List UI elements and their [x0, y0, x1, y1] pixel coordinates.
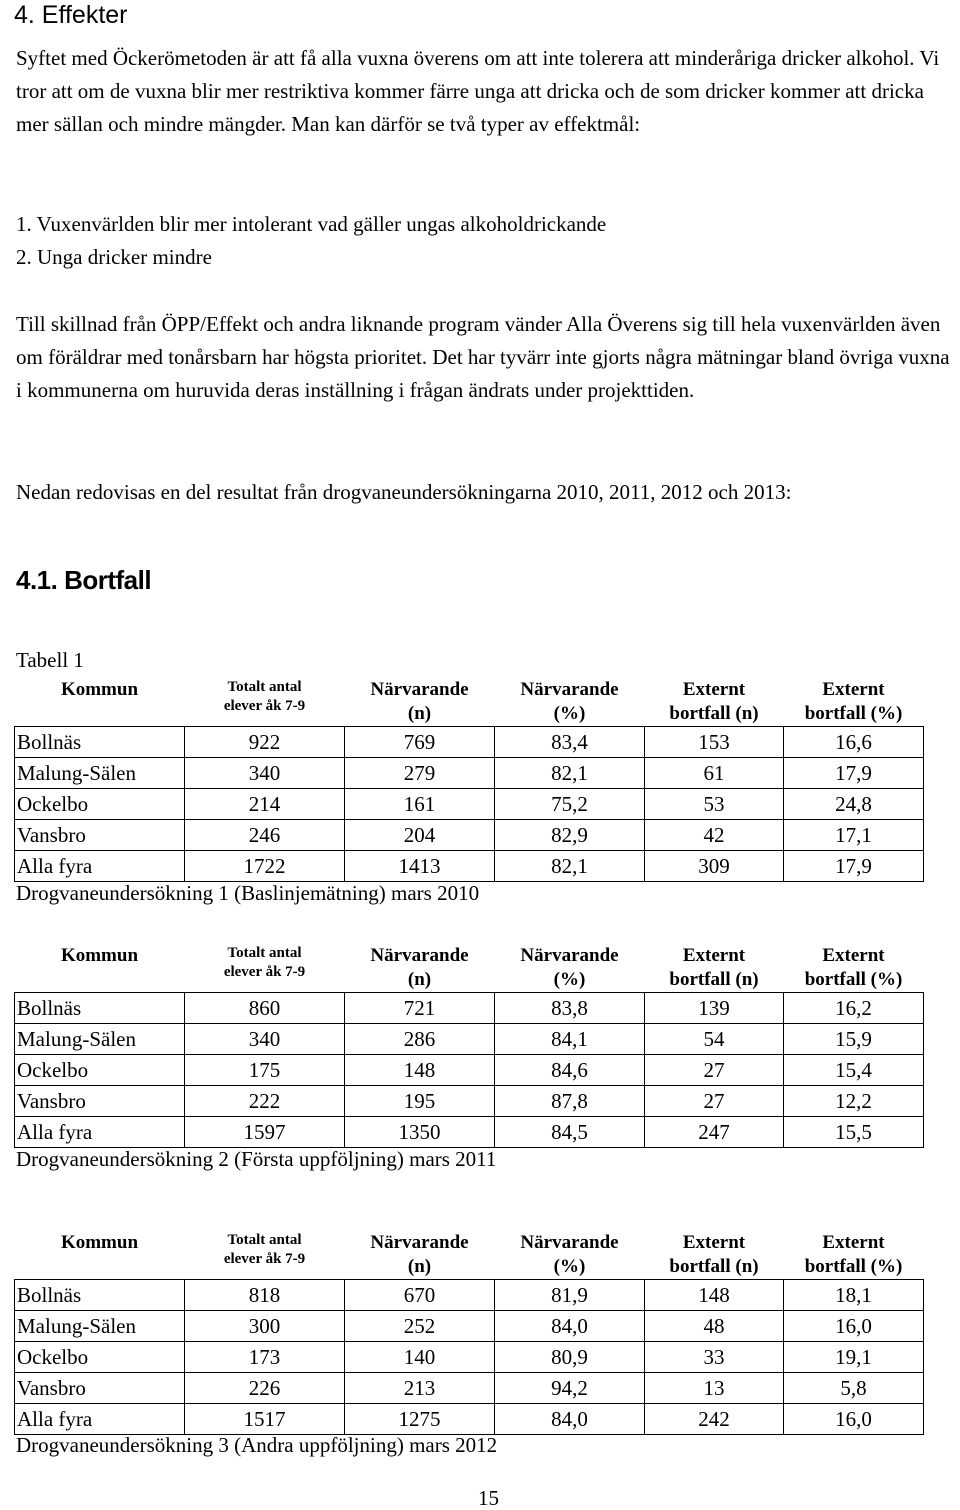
- cell-externt-n: 27: [645, 1086, 784, 1117]
- cell-narvarande-n: 286: [345, 1024, 495, 1055]
- cell-totalt: 860: [185, 993, 345, 1024]
- cell-externt-pct: 18,1: [784, 1280, 924, 1311]
- header-narvarande-pct: Närvarande (%): [520, 679, 619, 724]
- table-row: [15, 1024, 924, 1055]
- cell-narvarande-pct: 82,1: [495, 851, 645, 882]
- cell-kommun: Ockelbo: [15, 1055, 185, 1086]
- cell-externt-pct: 24,8: [784, 789, 924, 820]
- dropout-table-2011: [14, 942, 924, 1148]
- table-row: [15, 1280, 924, 1311]
- table-row: [15, 993, 924, 1024]
- cell-externt-pct: 16,0: [784, 1311, 924, 1342]
- cell-externt-pct: 15,4: [784, 1055, 924, 1086]
- table-row: [15, 851, 924, 882]
- table-row: [15, 789, 924, 820]
- header-kommun: Kommun: [60, 945, 139, 966]
- cell-totalt: 222: [185, 1086, 345, 1117]
- cell-kommun: Alla fyra: [15, 1117, 185, 1148]
- cell-totalt: 226: [185, 1373, 345, 1404]
- cell-totalt: 1597: [185, 1117, 345, 1148]
- cell-externt-pct: 17,9: [784, 851, 924, 882]
- cell-externt-n: 148: [645, 1280, 784, 1311]
- cell-narvarande-n: 1350: [345, 1117, 495, 1148]
- cell-totalt: 300: [185, 1311, 345, 1342]
- header-externt-n: Externt bortfall (n): [669, 679, 759, 724]
- table-row: [15, 1373, 924, 1404]
- cell-externt-pct: 16,6: [784, 727, 924, 758]
- intro-paragraph: Syftet med Öckerömetoden är att få alla vuxna överens om att inte tolerera att minderåriga dricker alkohol. Vi tror att om de vuxna blir mer restriktiva kommer färre unga att dricka och de som dricker kommer att dricka mer sällan och mindre mängder. Man kan därför se två typer av effektmål:: [16, 46, 940, 136]
- cell-narvarande-pct: 87,8: [495, 1086, 645, 1117]
- cell-totalt: 175: [185, 1055, 345, 1086]
- cell-kommun: Malung-Sälen: [15, 1311, 185, 1342]
- cell-narvarande-n: 769: [345, 727, 495, 758]
- cell-narvarande-n: 721: [345, 993, 495, 1024]
- goal-list: [16, 208, 606, 274]
- cell-kommun: Alla fyra: [15, 851, 185, 882]
- table-label: Tabell 1: [16, 648, 84, 672]
- cell-narvarande-n: 279: [345, 758, 495, 789]
- cell-externt-n: 153: [645, 727, 784, 758]
- cell-narvarande-pct: 80,9: [495, 1342, 645, 1373]
- cell-narvarande-pct: 84,5: [495, 1117, 645, 1148]
- goal-item-2: 2. Unga dricker mindre: [16, 245, 212, 269]
- header-totalt: Totalt antal elever åk 7-9: [223, 679, 306, 714]
- subsection-heading: 4.1. Bortfall: [16, 565, 152, 595]
- header-externt-pct: Externt bortfall (%): [804, 679, 903, 724]
- cell-narvarande-n: 213: [345, 1373, 495, 1404]
- cell-narvarande-pct: 84,0: [495, 1311, 645, 1342]
- cell-kommun: Vansbro: [15, 820, 185, 851]
- cell-totalt: 1517: [185, 1404, 345, 1435]
- header-narvarande-pct: Närvarande (%): [520, 1232, 619, 1277]
- header-externt-n: Externt bortfall (n): [669, 945, 759, 990]
- cell-externt-n: 48: [645, 1311, 784, 1342]
- cell-externt-n: 33: [645, 1342, 784, 1373]
- cell-narvarande-pct: 84,1: [495, 1024, 645, 1055]
- header-externt-pct: Externt bortfall (%): [804, 1232, 903, 1277]
- cell-narvarande-n: 204: [345, 820, 495, 851]
- header-narvarande-n: Närvarande (n): [370, 1232, 469, 1277]
- cell-totalt: 818: [185, 1280, 345, 1311]
- cell-externt-n: 42: [645, 820, 784, 851]
- cell-externt-pct: 19,1: [784, 1342, 924, 1373]
- table-row: [15, 1086, 924, 1117]
- table-header-row: [15, 1229, 924, 1280]
- cell-kommun: Ockelbo: [15, 1342, 185, 1373]
- cell-narvarande-pct: 94,2: [495, 1373, 645, 1404]
- cell-narvarande-pct: 84,0: [495, 1404, 645, 1435]
- cell-totalt: 1722: [185, 851, 345, 882]
- cell-narvarande-n: 1275: [345, 1404, 495, 1435]
- cell-totalt: 214: [185, 789, 345, 820]
- header-kommun: Kommun: [60, 679, 139, 700]
- cell-externt-n: 53: [645, 789, 784, 820]
- cell-totalt: 340: [185, 758, 345, 789]
- cell-kommun: Alla fyra: [15, 1404, 185, 1435]
- section-heading: 4. Effekter: [14, 1, 128, 29]
- table-row: [15, 1117, 924, 1148]
- cell-kommun: Malung-Sälen: [15, 758, 185, 789]
- cell-narvarande-pct: 83,8: [495, 993, 645, 1024]
- cell-narvarande-n: 252: [345, 1311, 495, 1342]
- cell-externt-n: 13: [645, 1373, 784, 1404]
- header-totalt: Totalt antal elever åk 7-9: [223, 945, 306, 980]
- cell-kommun: Bollnäs: [15, 1280, 185, 1311]
- cell-kommun: Bollnäs: [15, 993, 185, 1024]
- cell-externt-pct: 17,1: [784, 820, 924, 851]
- table-caption: Drogvaneundersökning 3 (Andra uppföljning) mars 2012: [16, 1433, 498, 1457]
- cell-narvarande-n: 140: [345, 1342, 495, 1373]
- cell-externt-pct: 15,5: [784, 1117, 924, 1148]
- cell-totalt: 922: [185, 727, 345, 758]
- dropout-table-2012: [14, 1229, 924, 1435]
- table-row: [15, 1311, 924, 1342]
- cell-narvarande-pct: 75,2: [495, 789, 645, 820]
- header-narvarande-n: Närvarande (n): [370, 679, 469, 724]
- cell-kommun: Bollnäs: [15, 727, 185, 758]
- cell-narvarande-n: 161: [345, 789, 495, 820]
- table-row: [15, 727, 924, 758]
- header-externt-n: Externt bortfall (n): [669, 1232, 759, 1277]
- cell-narvarande-pct: 81,9: [495, 1280, 645, 1311]
- results-intro-paragraph: Nedan redovisas en del resultat från drogvaneundersökningarna 2010, 2011, 2012 och 2013:: [16, 480, 792, 504]
- cell-narvarande-n: 195: [345, 1086, 495, 1117]
- cell-kommun: Ockelbo: [15, 789, 185, 820]
- cell-externt-n: 54: [645, 1024, 784, 1055]
- cell-externt-n: 309: [645, 851, 784, 882]
- cell-externt-pct: 15,9: [784, 1024, 924, 1055]
- page-number: 15: [478, 1486, 499, 1510]
- cell-externt-pct: 16,0: [784, 1404, 924, 1435]
- cell-kommun: Vansbro: [15, 1373, 185, 1404]
- table-row: [15, 1055, 924, 1086]
- cell-kommun: Malung-Sälen: [15, 1024, 185, 1055]
- cell-externt-n: 242: [645, 1404, 784, 1435]
- cell-externt-n: 27: [645, 1055, 784, 1086]
- cell-narvarande-pct: 83,4: [495, 727, 645, 758]
- cell-narvarande-pct: 82,1: [495, 758, 645, 789]
- header-externt-pct: Externt bortfall (%): [804, 945, 903, 990]
- difference-paragraph: Till skillnad från ÖPP/Effekt och andra liknande program vänder Alla Överens sig till hela vuxenvärlden även om föräldrar med tonårsbarn har högsta prioritet. Det har tyvärr inte gjorts några mätningar bland övriga vuxna i kommunerna om huruvida deras inställning i frågan ändrats under projekttiden.: [16, 312, 950, 402]
- cell-externt-n: 139: [645, 993, 784, 1024]
- cell-totalt: 246: [185, 820, 345, 851]
- cell-narvarande-n: 1413: [345, 851, 495, 882]
- cell-externt-n: 61: [645, 758, 784, 789]
- cell-totalt: 340: [185, 1024, 345, 1055]
- cell-externt-pct: 16,2: [784, 993, 924, 1024]
- table-row: [15, 820, 924, 851]
- goal-item-1: 1. Vuxenvärlden blir mer intolerant vad gäller ungas alkoholdrickande: [16, 212, 607, 236]
- table-row: [15, 1342, 924, 1373]
- table-row: [15, 758, 924, 789]
- cell-totalt: 173: [185, 1342, 345, 1373]
- header-narvarande-pct: Närvarande (%): [520, 945, 619, 990]
- cell-kommun: Vansbro: [15, 1086, 185, 1117]
- cell-externt-pct: 17,9: [784, 758, 924, 789]
- dropout-table-2010: [14, 676, 924, 882]
- cell-externt-pct: 12,2: [784, 1086, 924, 1117]
- header-kommun: Kommun: [60, 1232, 139, 1253]
- table-header-row: [15, 942, 924, 993]
- cell-externt-n: 247: [645, 1117, 784, 1148]
- cell-narvarande-pct: 82,9: [495, 820, 645, 851]
- table-header-row: [15, 676, 924, 727]
- table-caption: Drogvaneundersökning 2 (Första uppföljning) mars 2011: [16, 1147, 497, 1171]
- table-caption: Drogvaneundersökning 1 (Baslinjemätning) mars 2010: [16, 881, 480, 905]
- cell-externt-pct: 5,8: [784, 1373, 924, 1404]
- header-narvarande-n: Närvarande (n): [370, 945, 469, 990]
- cell-narvarande-pct: 84,6: [495, 1055, 645, 1086]
- cell-narvarande-n: 148: [345, 1055, 495, 1086]
- cell-narvarande-n: 670: [345, 1280, 495, 1311]
- header-totalt: Totalt antal elever åk 7-9: [223, 1232, 306, 1267]
